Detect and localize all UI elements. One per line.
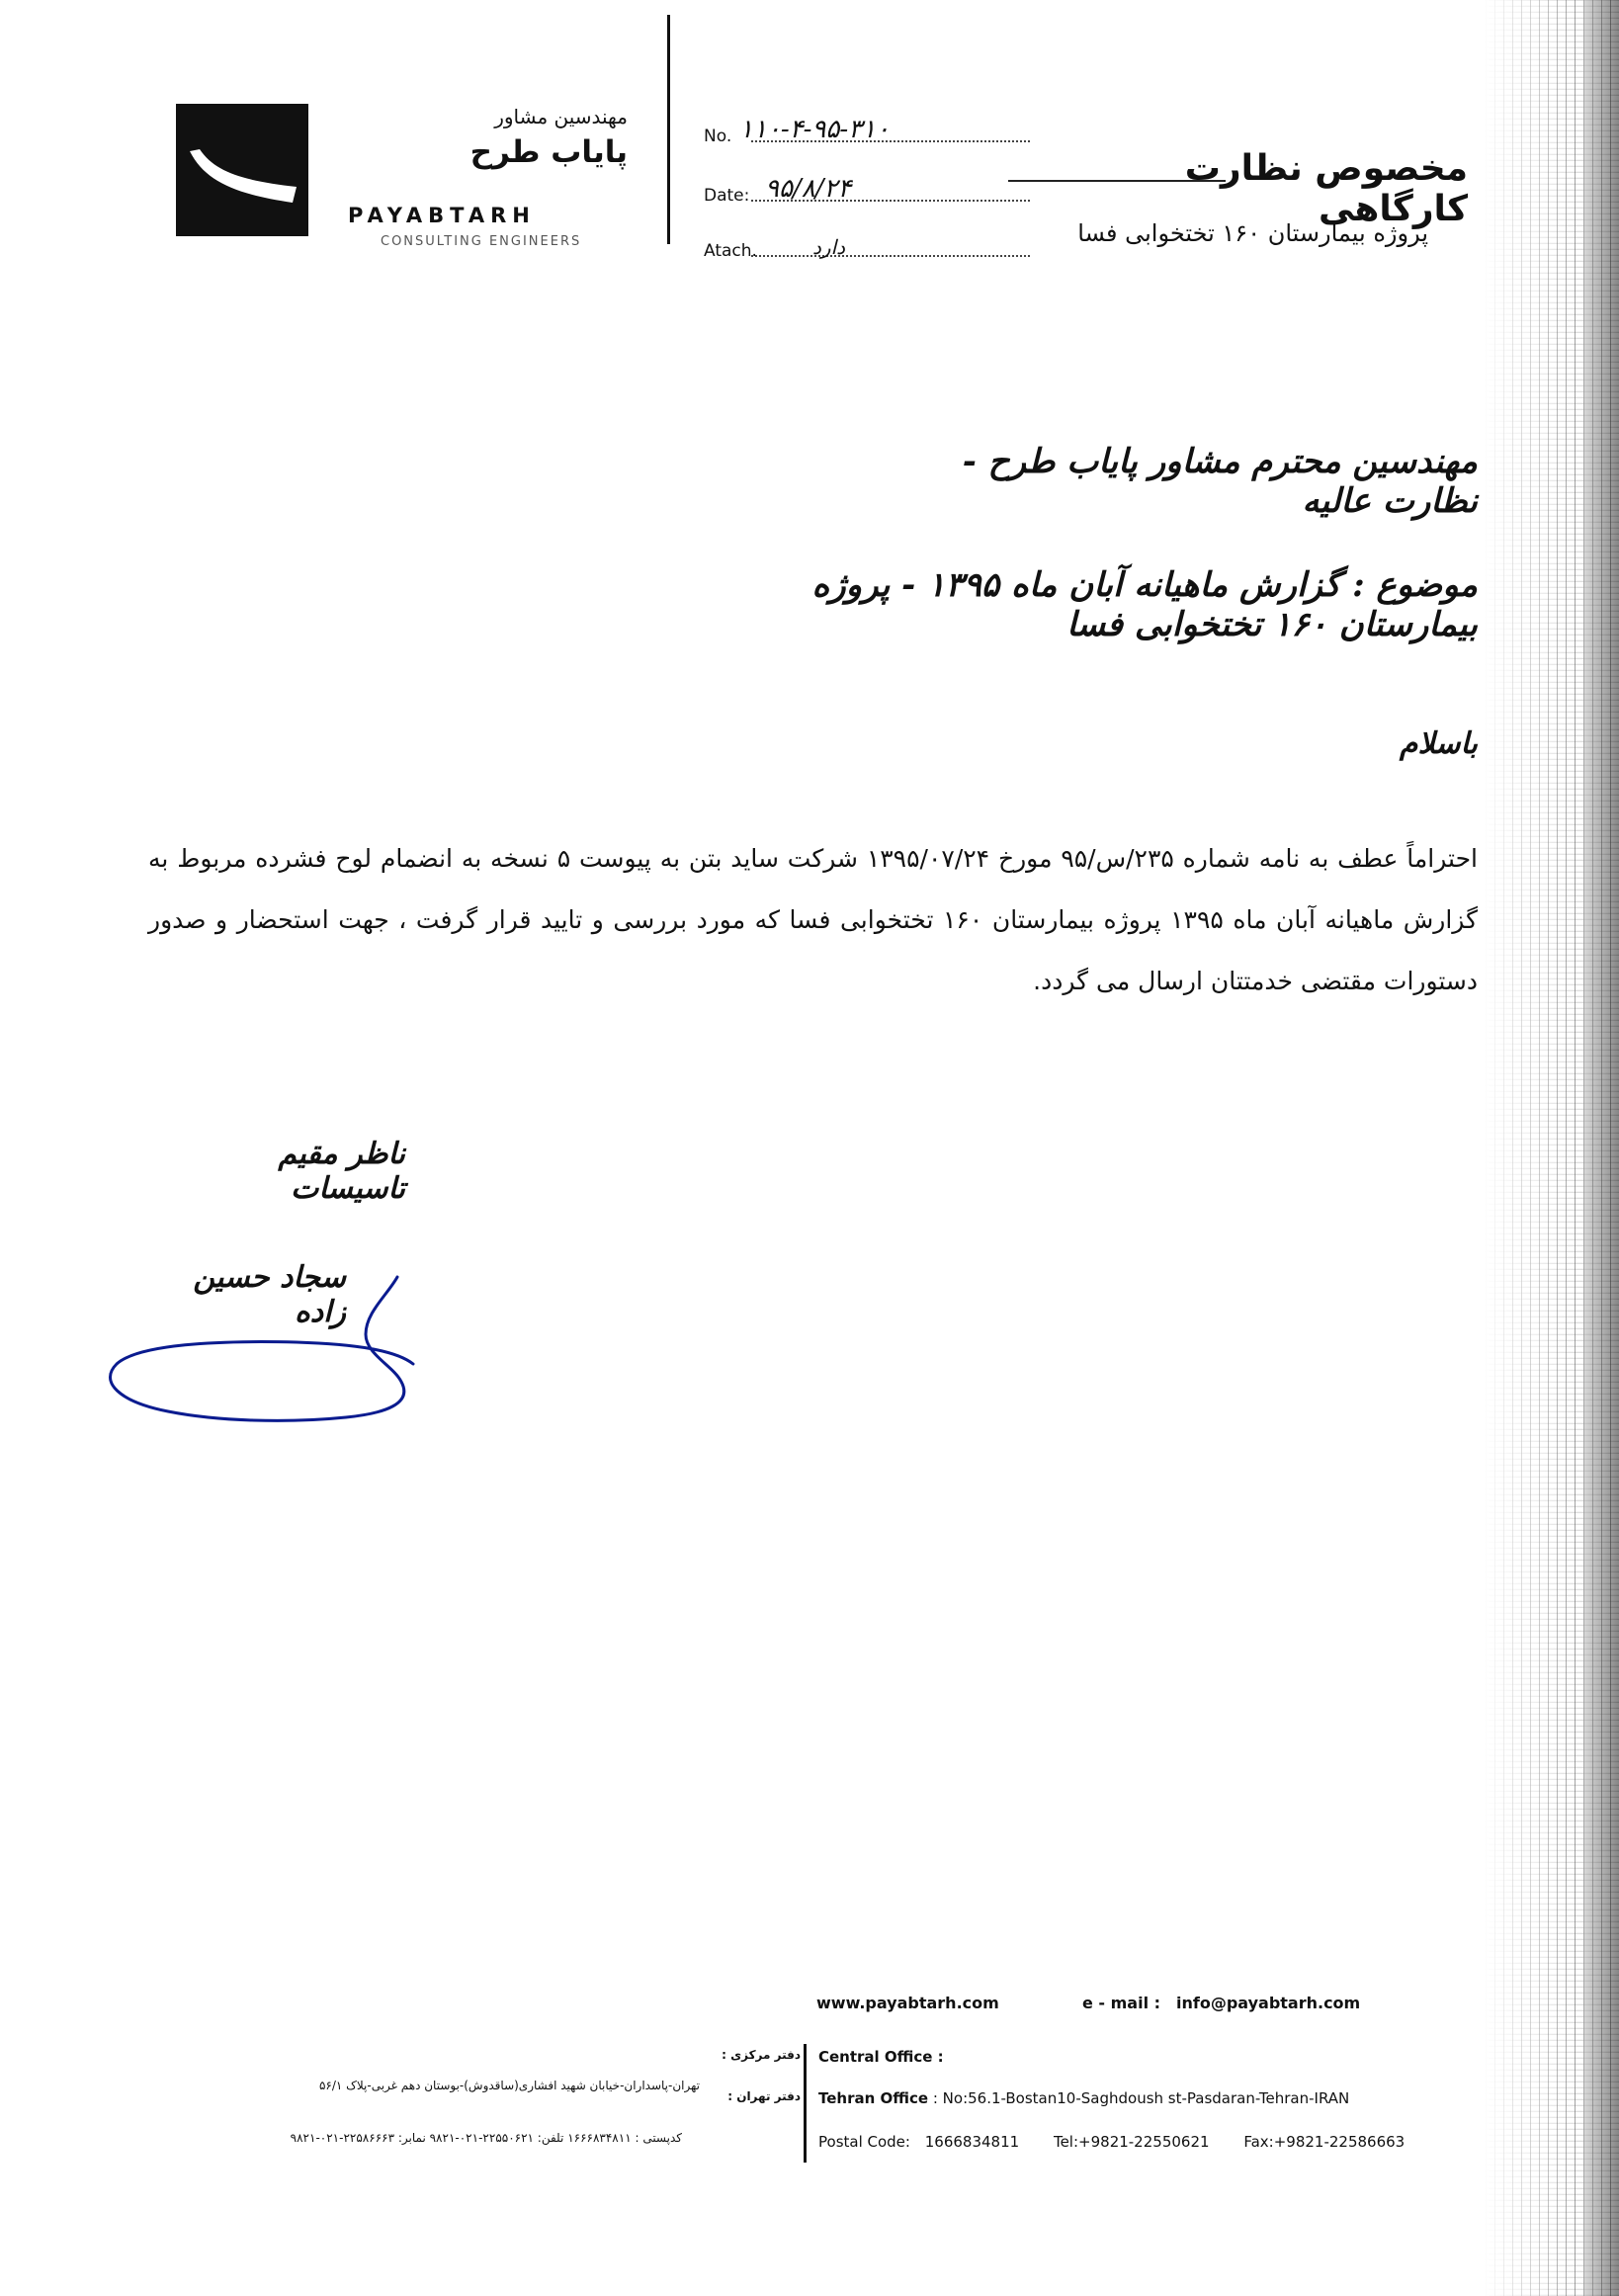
footer-tehran-office-en: [818, 2089, 1481, 2107]
letter-greeting: باسلام: [1399, 726, 1478, 761]
company-logo-mark: [176, 104, 308, 236]
letter-number-value: ۱۱۰-۴-۹۵-۳۱۰: [739, 115, 891, 144]
footer-contact-line-fa: کدپستی : ۱۶۶۶۸۳۴۸۱۱ تلفن: ۲۲۵۵۰۶۲۱-۰۲۱-۹۸۲۱ نمابر: ۲۲۵۸۶۶۶۳-۰۲۱-۹۸۲۱: [290, 2131, 682, 2145]
header-project: پروژه بیمارستان ۱۶۰ تختخوابی فسا: [1077, 219, 1428, 247]
footer-tehran-office-label-en: Tehran Office: [818, 2089, 929, 2107]
footer-tel: Tel:+9821-22550621: [1053, 2133, 1210, 2151]
footer-email-link[interactable]: info@payabtarh.com: [1176, 1994, 1361, 2012]
footer-divider: [804, 2044, 807, 2163]
letter-subject: موضوع : گزارش ماهیانه آبان ماه ۱۳۹۵ - پروژه بیمارستان ۱۶۰ تختخوابی فسا: [811, 565, 1478, 644]
footer-postal-code: 1666834811: [924, 2133, 1020, 2151]
scan-edge-shadow: [1583, 0, 1619, 2296]
logo-tagline-en: CONSULTING ENGINEERS: [381, 234, 582, 249]
footer-email-label: e - mail :: [1082, 1994, 1161, 2012]
header-title: مخصوص نظارت کارگاهی: [1184, 148, 1468, 229]
logo-name-fa: پایاب طرح: [469, 134, 628, 170]
footer-tehran-address-fa: تهران-پاسداران-خیابان شهید افشاری(ساقدوش)-بوستان دهم غربی-پلاک ۵۶/۱: [318, 2079, 700, 2092]
letter-attach-label: Atach.: [704, 241, 757, 261]
letter-attach-rule: [751, 255, 1030, 257]
logo-name-en: PAYABTARH: [348, 204, 536, 227]
letter-attach-value: دارد: [812, 235, 846, 259]
letter-number-label: No.: [704, 127, 732, 146]
letter-date-field: [704, 170, 1030, 210]
logo-stripe-icon: [176, 104, 308, 236]
letter-date-value: ۹۵/۸/۲۴: [765, 174, 852, 204]
footer-website-link[interactable]: www.payabtarh.com: [816, 1994, 999, 2012]
footer-fax: Fax:+9821-22586663: [1243, 2133, 1406, 2151]
handwritten-signature-icon: [99, 1255, 425, 1453]
signatory-title: ناظر مقیم تاسیسات: [278, 1137, 405, 1206]
footer-postal-label: Postal Code:: [818, 2133, 910, 2151]
footer-tehran-address-en: : No:56.1-Bostan10-Saghdoush st-Pasdaran-Tehran-IRAN: [932, 2089, 1350, 2107]
letter-body: احتراماً عطف به نامه شماره ۲۳۵/س/۹۵ مورخ ۱۳۹۵/۰۷/۲۴ شرکت ساید بتن به پیوست ۵ نسخه به انضمام لوح فشرده مربوط به گزارش ماهیانه آبان ماه ۱۳۹۵ پروژه بیمارستان ۱۶۰ تختخوابی فسا که مورد بررسی و تایید قرار گرفت ، جهت استحضار و صدور دستورات مقتضی خدمتتان ارسال می گردد.: [148, 844, 1479, 995]
header-title-rule: [1008, 180, 1226, 182]
footer-central-office-en: [818, 2048, 1481, 2066]
footer-contact-line-en: [818, 2133, 1481, 2151]
letter-addressee: مهندسین محترم مشاور پایاب طرح - نظارت عالیه: [962, 442, 1478, 521]
footer-central-office-label-en: Central Office :: [818, 2048, 944, 2066]
header-divider: [667, 15, 670, 244]
signatory-name: سجاد حسین زاده: [193, 1260, 346, 1329]
letter-number-field: [704, 111, 1030, 150]
logo-subtitle-fa: مهندسین مشاور: [494, 105, 628, 128]
footer-tehran-office-label-fa: دفتر تهران :: [727, 2089, 801, 2103]
footer-central-office-label-fa: دفتر مرکزی :: [722, 2048, 801, 2062]
letter-date-label: Date:: [704, 186, 750, 206]
